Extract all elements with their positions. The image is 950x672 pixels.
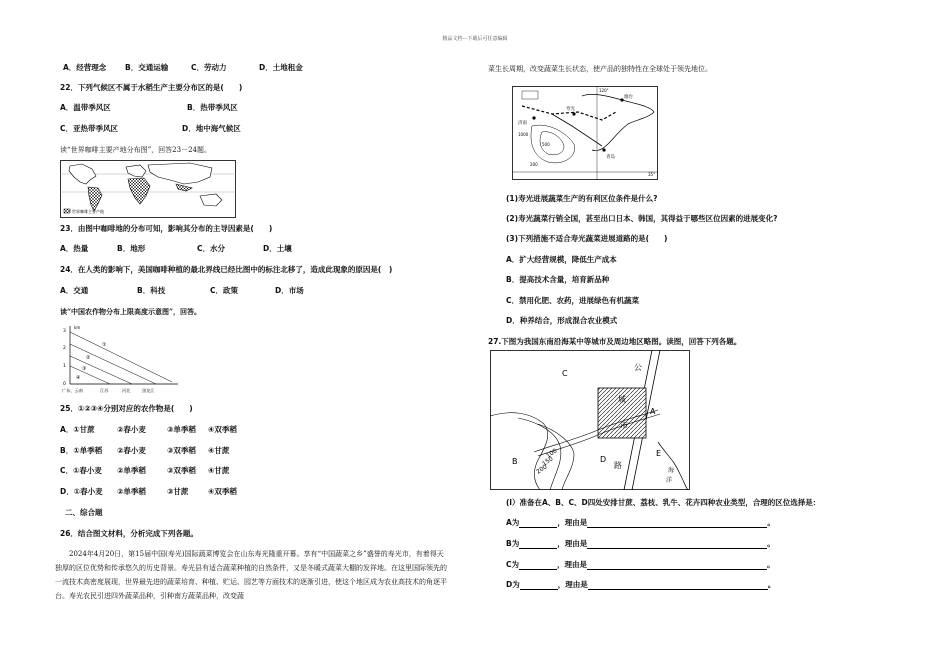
city-jinan: 济南 xyxy=(518,121,527,126)
q25-b-2: ②春小麦 xyxy=(117,446,146,455)
answer-a-letter: A为 xyxy=(506,518,520,527)
q21-option-d: D．土地租金 xyxy=(259,63,303,72)
map-label-yang: 洋 xyxy=(666,477,673,484)
answer-b-letter: B为 xyxy=(506,539,520,548)
answer-b-reason-label: ，理由是 xyxy=(557,539,588,548)
q26-3-option-a: A．扩大经营规模，降低生产成本 xyxy=(506,255,617,264)
y-tick-0: 0 xyxy=(63,382,66,387)
q25-c-4: ④甘蔗 xyxy=(208,466,230,475)
shandong-map xyxy=(512,86,658,180)
contour-500: 500 xyxy=(542,142,550,147)
longitude-label: 120° xyxy=(599,88,609,93)
map-label-c: C xyxy=(562,369,568,378)
q25-d-3: ③甘蔗 xyxy=(167,487,189,496)
contour-200b: 200 xyxy=(535,463,549,476)
q26-3-option-c: C．禁用化肥、农药，进展绿色有机蔬菜 xyxy=(506,296,640,305)
contour-200: 200 xyxy=(530,162,538,167)
x-label-guangdong: 广东、云南 xyxy=(62,388,83,393)
q26-sub3: (3)下列措施不适合寿光蔬菜进展道路的是( ) xyxy=(506,234,668,243)
x-label-heilongjiang: 黑龙江 xyxy=(142,388,155,393)
q25-a-4: ④双季稻 xyxy=(208,425,237,434)
map-label-gong: 公 xyxy=(634,363,642,372)
line-mark-4: ④ xyxy=(76,375,81,381)
q25-a-3: ③单季稻 xyxy=(167,425,196,434)
answer-c-reason-label: ，理由是 xyxy=(557,560,588,569)
q25-c-3: ③双季稻 xyxy=(167,466,196,475)
answer-a-crop-blank[interactable] xyxy=(519,519,557,528)
q25-intro: 读“中国农作物分布上限高度示意图”，回答。 xyxy=(60,307,202,316)
line-mark-3: ③ xyxy=(82,366,87,372)
answer-c-reason-blank[interactable] xyxy=(587,561,767,570)
city-qingdao: 青岛 xyxy=(606,155,615,160)
q27-sub1: (l）准备在A、B、C、D四处安排甘蔗、荔枝、乳牛、花卉四种农业类型，合理的区位选择是： xyxy=(506,498,821,507)
q24-option-b: B．科技 xyxy=(137,286,166,295)
map-label-lu: 路 xyxy=(614,461,622,470)
contour-150: 150 xyxy=(541,455,555,468)
q25-d-2: ②单季稻 xyxy=(117,487,146,496)
answer-b-end: 。 xyxy=(767,539,775,548)
map-label-a: A xyxy=(650,407,656,416)
answer-d-reason-blank[interactable] xyxy=(588,581,768,590)
answer-a-reason-blank[interactable] xyxy=(587,519,767,528)
q22-option-b: B．热带季风区 xyxy=(187,103,238,112)
q26-stem: 26．结合图文材料，分析完成下列各题。 xyxy=(60,529,198,538)
crop-altitude-diagram xyxy=(60,322,185,398)
line-mark-1: ① xyxy=(102,342,107,348)
map-label-shi: 市 xyxy=(620,421,628,430)
q25-d-1: D．①春小麦 xyxy=(60,487,103,496)
answer-row-d xyxy=(506,580,775,590)
q25-b-3: ③双季稻 xyxy=(167,446,196,455)
q21-option-a: A．经营理念 xyxy=(63,63,107,72)
q23-intro: 读“世界咖啡主要产地分布图”，回答23－24题。 xyxy=(60,146,211,154)
q25-a-2: ②春小麦 xyxy=(117,425,146,434)
answer-row-c xyxy=(506,560,775,570)
q26-material-continued: 菜生长周期，改变蔬菜生长状态，使产品的独特性在全球处于领先地位。 xyxy=(488,65,712,73)
answer-c-crop-blank[interactable] xyxy=(519,561,557,570)
city-shouguang: 寿光 xyxy=(566,107,575,112)
q24-option-d: D．市场 xyxy=(275,286,304,295)
q23-option-a: A．热量 xyxy=(60,244,89,253)
q27-stem: 27.下图为我国东南沿海某中等城市及周边地区略图。读图，回答下列各题。 xyxy=(488,337,742,346)
line-mark-2: ② xyxy=(86,355,91,361)
y-tick-2: 2 xyxy=(63,346,66,351)
answer-row-b xyxy=(506,539,775,549)
q22-option-c: C．亚热带季风区 xyxy=(60,124,119,133)
q25-b-4: ④甘蔗 xyxy=(208,446,230,455)
q23-option-c: C．水分 xyxy=(197,244,226,253)
coastal-city-map xyxy=(490,350,690,490)
q25-c-2: ②单季稻 xyxy=(117,466,146,475)
q23-option-d: D．土壤 xyxy=(263,244,292,253)
section-2-heading: 二、综合题 xyxy=(65,508,103,517)
q23-stem: 23．由图中咖啡地的分布可知，影响其分布的主导因素是( ) xyxy=(60,224,273,233)
answer-d-reason-label: ，理由是 xyxy=(557,580,588,589)
q26-3-option-b: B．提高技术含量，培育新品种 xyxy=(506,275,610,284)
q25-c-1: C．①春小麦 xyxy=(60,466,102,475)
map-label-d: D xyxy=(600,455,607,464)
map-label-b: B xyxy=(512,457,518,466)
map-label-cheng: 城 xyxy=(618,395,626,404)
answer-a-end: 。 xyxy=(767,518,775,527)
answer-a-reason-label: ，理由是 xyxy=(557,518,588,527)
y-axis-unit: km xyxy=(74,325,81,330)
answer-b-reason-blank[interactable] xyxy=(587,540,767,549)
answer-d-crop-blank[interactable] xyxy=(520,581,558,590)
q25-stem: 25．①②③④分别对应的农作物是( ) xyxy=(60,404,193,413)
answer-d-letter: D为 xyxy=(506,580,520,589)
y-tick-1: 1 xyxy=(63,364,66,369)
answer-c-end: 。 xyxy=(767,560,775,569)
q22-option-d: D．地中海气候区 xyxy=(182,124,241,133)
answer-row-a xyxy=(506,518,775,528)
q26-material: 2024年4月20日，第15届中国(寿光)国际蔬菜博览会在山东寿光隆重开幕。享有“中国蔬菜之乡”盛誉的寿光市，有着得天独厚的区位优势和传承悠久的历史背景。寿光县有适合蔬菜种植的自然条件，又是冬暖式蔬菜大棚的发祥地。在这里国际领先的一流技术高密度展现，世界最先进的蔬菜培育、种植、贮运、园艺等方面技术的逐渐引进，使这个地区成为农业高技术的角逐平台。寿光农民引进四外蔬菜品种，引种南方蔬菜品种，改变蔬 xyxy=(55,550,447,600)
page-header: 精品文档---下载后可任意编辑 xyxy=(442,36,508,42)
q26-3-option-d: D．种养结合，形成混合农业模式 xyxy=(506,316,618,325)
answer-d-end: 。 xyxy=(767,580,776,589)
map-label-e: E xyxy=(656,449,662,458)
q24-option-a: A．交通 xyxy=(60,286,89,295)
q25-a-1: A．①甘蔗 xyxy=(60,425,95,434)
answer-b-crop-blank[interactable] xyxy=(519,540,557,549)
q21-option-c: C．劳动力 xyxy=(191,63,227,72)
q23-option-b: B．地形 xyxy=(117,244,146,253)
latitude-label: 35° xyxy=(648,172,656,177)
world-coffee-map xyxy=(60,160,236,218)
q24-option-c: C．政策 xyxy=(210,286,239,295)
q26-sub1: (1)寿光进展蔬菜生产的有利区位条件是什么? xyxy=(506,194,658,203)
q22-option-a: A．温带季风区 xyxy=(60,103,111,112)
map-legend-label: 世界咖啡主要产地 xyxy=(72,209,104,214)
x-label-hebei: 河北 xyxy=(122,388,131,393)
map-label-hai: 海 xyxy=(668,467,675,474)
contour-1000: 1000 xyxy=(518,132,529,137)
q24-stem: 24．在人类的影响下，美国咖啡种植的最北界线已经比图中的标注北移了，造成此现象的原因是( ) xyxy=(60,265,393,274)
q26-sub2: (2)寿光蔬菜行销全国，甚至出口日本、韩国，其得益于哪些区位因素的进展变化? xyxy=(506,214,778,223)
q21-option-b: B．交通运输 xyxy=(125,63,169,72)
q22-stem: 22．下列气候区不属于水稻生产主要分布区的是( ) xyxy=(60,83,243,92)
x-label-jiangsu: 江苏 xyxy=(100,388,109,393)
q25-b-1: B．①单季稻 xyxy=(60,446,103,455)
q25-d-4: ④双季稻 xyxy=(208,487,237,496)
contour-100: 100 xyxy=(545,447,559,460)
city-yantai: 烟台 xyxy=(624,95,633,100)
y-tick-3: 3 xyxy=(63,329,66,334)
answer-c-letter: C为 xyxy=(506,560,520,569)
